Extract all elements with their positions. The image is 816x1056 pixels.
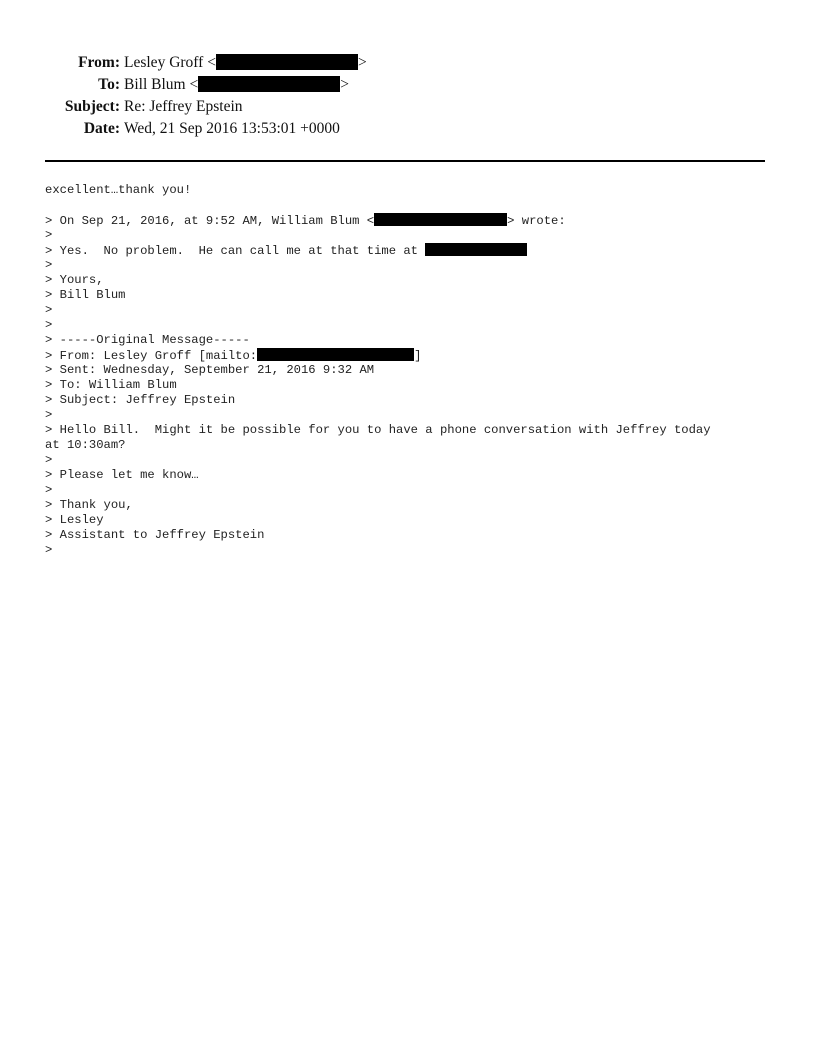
to-close: > bbox=[340, 76, 349, 93]
subject-label: Subject: bbox=[64, 98, 120, 115]
subject-row bbox=[0, 96, 816, 118]
quote-yes-text: > Yes. No problem. He can call me at that time at bbox=[45, 244, 426, 258]
from-name: Lesley Groff < bbox=[124, 54, 216, 71]
quote-to: > To: William Blum bbox=[45, 378, 177, 392]
quote-original-message: > -----Original Message----- bbox=[45, 333, 250, 347]
quote-blank: > bbox=[45, 483, 53, 497]
quote-bill: > Bill Blum bbox=[45, 288, 126, 302]
date-label: Date: bbox=[83, 120, 120, 137]
redacted-email-block bbox=[198, 76, 340, 92]
quote-from-text: > From: Lesley Groff [mailto: bbox=[45, 349, 258, 363]
email-header bbox=[0, 52, 816, 140]
to-row bbox=[0, 74, 816, 96]
quote-blank: > bbox=[45, 318, 53, 332]
quote-blank: > bbox=[45, 408, 53, 422]
quote-blank: > bbox=[45, 303, 53, 317]
quote-blank: > bbox=[45, 543, 53, 557]
redacted-email-block bbox=[257, 348, 414, 361]
from-close: > bbox=[357, 54, 367, 71]
header-divider bbox=[45, 160, 765, 162]
redacted-email-block bbox=[216, 54, 358, 70]
from-value bbox=[124, 52, 367, 74]
quote-from bbox=[45, 348, 785, 363]
to-label: To: bbox=[98, 76, 120, 93]
quote-yours: > Yours, bbox=[45, 273, 104, 287]
quote-intro bbox=[45, 213, 785, 228]
redacted-email-block bbox=[374, 213, 507, 226]
spacer bbox=[45, 198, 785, 213]
quote-yes bbox=[45, 243, 785, 258]
quote-intro-pre: > On Sep 21, 2016, at 9:52 AM, William Blum < bbox=[45, 214, 375, 228]
quote-thanks: > Thank you, bbox=[45, 498, 133, 512]
quote-please: > Please let me know… bbox=[45, 468, 199, 482]
quote-hello-line2: at 10:30am? bbox=[45, 438, 126, 452]
quote-assistant: > Assistant to Jeffrey Epstein bbox=[45, 528, 265, 542]
reply-text: excellent…thank you! bbox=[45, 183, 192, 197]
to-name: Bill Blum < bbox=[124, 76, 199, 93]
quote-blank: > bbox=[45, 228, 53, 242]
email-body bbox=[45, 183, 785, 558]
to-value bbox=[124, 74, 349, 96]
quote-lesley: > Lesley bbox=[45, 513, 104, 527]
quote-subject: > Subject: Jeffrey Epstein bbox=[45, 393, 236, 407]
quote-blank: > bbox=[45, 258, 53, 272]
date-row bbox=[0, 118, 816, 140]
date-value: Wed, 21 Sep 2016 13:53:01 +0000 bbox=[124, 120, 340, 137]
quote-intro-post: > wrote: bbox=[507, 214, 566, 228]
quote-blank: > bbox=[45, 453, 53, 467]
quote-sent: > Sent: Wednesday, September 21, 2016 9:32 AM bbox=[45, 363, 375, 377]
from-label: From: bbox=[78, 54, 120, 71]
quote-hello-line1: > Hello Bill. Might it be possible for you to have a phone conversation with Jeffrey today bbox=[45, 423, 711, 437]
quote-from-close: ] bbox=[414, 349, 422, 363]
subject-value: Re: Jeffrey Epstein bbox=[124, 98, 243, 115]
redacted-phone-block bbox=[425, 243, 527, 256]
from-row bbox=[0, 52, 816, 74]
